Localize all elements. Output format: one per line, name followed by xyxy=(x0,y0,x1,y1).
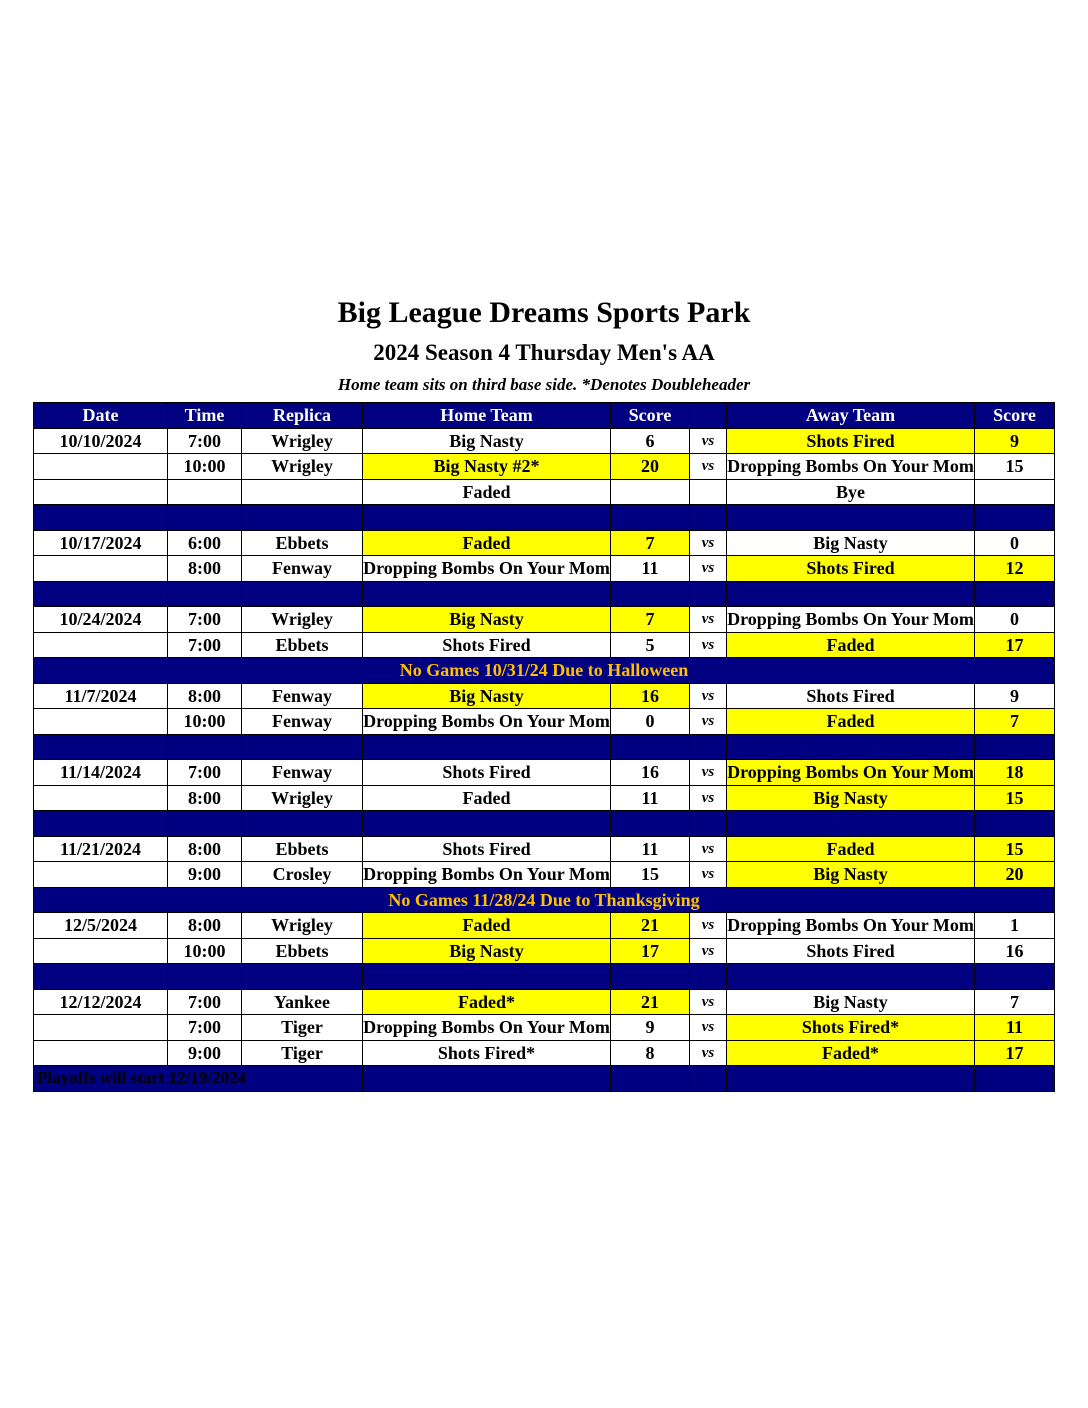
separator-cell xyxy=(242,505,363,531)
away-team-cell: Shots Fired xyxy=(727,938,975,964)
separator-cell xyxy=(611,581,690,607)
no-games-note: No Games 11/28/24 Due to Thanksgiving xyxy=(34,887,1055,913)
home-team-cell: Big Nasty #2* xyxy=(363,454,611,480)
replica-cell: Wrigley xyxy=(242,785,363,811)
vs-cell: vs xyxy=(690,556,727,582)
separator-cell xyxy=(34,505,168,531)
separator-cell xyxy=(690,1066,727,1092)
game-row xyxy=(34,785,1055,811)
home-team-cell: Big Nasty xyxy=(363,938,611,964)
game-row xyxy=(34,913,1055,939)
home-team-cell: Dropping Bombs On Your Mom xyxy=(363,709,611,735)
page-subtitle: 2024 Season 4 Thursday Men's AA xyxy=(373,340,715,365)
away-team-cell: Dropping Bombs On Your Mom xyxy=(727,607,975,633)
home-team-cell: Dropping Bombs On Your Mom xyxy=(363,556,611,582)
away-score-cell: 0 xyxy=(975,530,1055,556)
vs-cell: vs xyxy=(690,989,727,1015)
time-cell: 7:00 xyxy=(168,989,242,1015)
away-team-cell: Big Nasty xyxy=(727,530,975,556)
vs-cell: vs xyxy=(690,607,727,633)
time-cell: 10:00 xyxy=(168,709,242,735)
game-row xyxy=(34,1015,1055,1041)
replica-cell xyxy=(242,479,363,505)
separator-cell xyxy=(727,581,975,607)
replica-cell: Wrigley xyxy=(242,428,363,454)
time-cell: 10:00 xyxy=(168,938,242,964)
away-score-cell: 17 xyxy=(975,1040,1055,1066)
separator-cell xyxy=(727,505,975,531)
replica-cell: Wrigley xyxy=(242,607,363,633)
home-score-cell: 20 xyxy=(611,454,690,480)
date-cell: 10/10/2024 xyxy=(34,428,168,454)
game-row xyxy=(34,938,1055,964)
date-cell xyxy=(34,785,168,811)
header-row xyxy=(34,403,1055,429)
separator-cell xyxy=(611,1066,690,1092)
away-score-cell: 18 xyxy=(975,760,1055,786)
away-score-cell: 16 xyxy=(975,938,1055,964)
replica-cell: Ebbets xyxy=(242,632,363,658)
vs-cell: vs xyxy=(690,1040,727,1066)
header-note: Home team sits on third base side. *Denotes Doubleheader xyxy=(337,375,751,394)
separator-cell xyxy=(168,811,242,837)
col-header-time: Time xyxy=(168,403,242,429)
separator-cell xyxy=(727,964,975,990)
game-row xyxy=(34,709,1055,735)
game-row xyxy=(34,862,1055,888)
date-cell xyxy=(34,1015,168,1041)
page-title: Big League Dreams Sports Park xyxy=(337,296,751,329)
home-score-cell: 11 xyxy=(611,836,690,862)
separator-cell xyxy=(975,505,1055,531)
away-team-cell: Dropping Bombs On Your Mom xyxy=(727,913,975,939)
home-score-cell xyxy=(611,479,690,505)
away-team-cell: Shots Fired* xyxy=(727,1015,975,1041)
away-team-cell: Dropping Bombs On Your Mom xyxy=(727,454,975,480)
away-score-cell: 7 xyxy=(975,989,1055,1015)
separator-cell xyxy=(363,734,611,760)
separator-cell xyxy=(363,581,611,607)
replica-cell: Ebbets xyxy=(242,836,363,862)
vs-cell: vs xyxy=(690,530,727,556)
vs-cell: vs xyxy=(690,862,727,888)
home-team-cell: Faded xyxy=(363,479,611,505)
home-team-cell: Big Nasty xyxy=(363,683,611,709)
home-score-cell: 11 xyxy=(611,556,690,582)
separator-row xyxy=(34,964,1055,990)
home-score-cell: 7 xyxy=(611,530,690,556)
home-score-cell: 0 xyxy=(611,709,690,735)
away-score-cell: 17 xyxy=(975,632,1055,658)
separator-row xyxy=(34,505,1055,531)
away-score-cell: 12 xyxy=(975,556,1055,582)
col-header-away-score: Score xyxy=(975,403,1055,429)
home-score-cell: 21 xyxy=(611,989,690,1015)
time-cell: 10:00 xyxy=(168,454,242,480)
vs-cell: vs xyxy=(690,913,727,939)
home-team-cell: Shots Fired xyxy=(363,836,611,862)
col-header-home-score: Score xyxy=(611,403,690,429)
away-team-cell: Dropping Bombs On Your Mom xyxy=(727,760,975,786)
date-cell: 12/12/2024 xyxy=(34,989,168,1015)
game-row xyxy=(34,683,1055,709)
game-row xyxy=(34,479,1055,505)
home-score-cell: 7 xyxy=(611,607,690,633)
col-header-home-team: Home Team xyxy=(363,403,611,429)
away-team-cell: Faded xyxy=(727,836,975,862)
separator-cell xyxy=(727,811,975,837)
vs-cell: vs xyxy=(690,709,727,735)
away-score-cell: 9 xyxy=(975,428,1055,454)
replica-cell: Crosley xyxy=(242,862,363,888)
game-row xyxy=(34,1040,1055,1066)
time-cell: 7:00 xyxy=(168,632,242,658)
separator-cell xyxy=(168,581,242,607)
away-score-cell: 9 xyxy=(975,683,1055,709)
separator-cell xyxy=(242,964,363,990)
separator-row xyxy=(34,734,1055,760)
game-row xyxy=(34,836,1055,862)
vs-cell: vs xyxy=(690,760,727,786)
date-cell: 11/7/2024 xyxy=(34,683,168,709)
replica-cell: Yankee xyxy=(242,989,363,1015)
date-cell xyxy=(34,938,168,964)
replica-cell: Fenway xyxy=(242,556,363,582)
date-cell: 10/17/2024 xyxy=(34,530,168,556)
home-score-cell: 5 xyxy=(611,632,690,658)
away-score-cell: 15 xyxy=(975,785,1055,811)
away-team-cell: Faded* xyxy=(727,1040,975,1066)
time-cell: 8:00 xyxy=(168,785,242,811)
game-row xyxy=(34,428,1055,454)
separator-cell xyxy=(727,1066,975,1092)
vs-cell: vs xyxy=(690,632,727,658)
separator-cell xyxy=(690,581,727,607)
away-team-cell: Big Nasty xyxy=(727,989,975,1015)
schedule-table xyxy=(33,402,1055,1092)
date-cell: 10/24/2024 xyxy=(34,607,168,633)
separator-cell xyxy=(975,811,1055,837)
date-cell xyxy=(34,556,168,582)
vs-cell: vs xyxy=(690,454,727,480)
replica-cell: Fenway xyxy=(242,683,363,709)
away-team-cell: Big Nasty xyxy=(727,785,975,811)
no-games-note: No Games 10/31/24 Due to Halloween xyxy=(34,658,1055,684)
away-team-cell: Faded xyxy=(727,709,975,735)
separator-cell xyxy=(690,811,727,837)
time-cell: 7:00 xyxy=(168,428,242,454)
separator-cell xyxy=(34,581,168,607)
home-team-cell: Shots Fired xyxy=(363,632,611,658)
separator-cell xyxy=(690,964,727,990)
away-team-cell: Faded xyxy=(727,632,975,658)
home-team-cell: Big Nasty xyxy=(363,428,611,454)
separator-cell xyxy=(975,1066,1055,1092)
replica-cell: Fenway xyxy=(242,760,363,786)
replica-cell: Fenway xyxy=(242,709,363,735)
separator-cell xyxy=(363,964,611,990)
away-team-cell: Shots Fired xyxy=(727,428,975,454)
vs-cell: vs xyxy=(690,1015,727,1041)
replica-cell: Tiger xyxy=(242,1015,363,1041)
separator-cell xyxy=(363,811,611,837)
time-cell: 8:00 xyxy=(168,913,242,939)
separator-cell xyxy=(611,734,690,760)
date-cell xyxy=(34,479,168,505)
away-score-cell: 20 xyxy=(975,862,1055,888)
time-cell: 9:00 xyxy=(168,862,242,888)
vs-cell: vs xyxy=(690,428,727,454)
separator-cell xyxy=(34,811,168,837)
time-cell: 7:00 xyxy=(168,1015,242,1041)
time-cell: 7:00 xyxy=(168,607,242,633)
away-team-cell: Shots Fired xyxy=(727,683,975,709)
col-header-vs xyxy=(690,403,727,429)
home-score-cell: 8 xyxy=(611,1040,690,1066)
separator-cell xyxy=(975,581,1055,607)
away-score-cell: 15 xyxy=(975,454,1055,480)
separator-cell xyxy=(242,1066,363,1092)
away-team-cell: Shots Fired xyxy=(727,556,975,582)
replica-cell: Wrigley xyxy=(242,454,363,480)
date-cell xyxy=(34,709,168,735)
replica-cell: Ebbets xyxy=(242,938,363,964)
date-cell xyxy=(34,862,168,888)
home-score-cell: 16 xyxy=(611,683,690,709)
vs-cell: vs xyxy=(690,785,727,811)
time-cell: 8:00 xyxy=(168,683,242,709)
replica-cell: Wrigley xyxy=(242,913,363,939)
date-cell xyxy=(34,632,168,658)
home-team-cell: Big Nasty xyxy=(363,607,611,633)
replica-cell: Ebbets xyxy=(242,530,363,556)
away-score-cell: 0 xyxy=(975,607,1055,633)
game-row xyxy=(34,760,1055,786)
separator-cell xyxy=(611,811,690,837)
separator-cell xyxy=(168,505,242,531)
separator-cell xyxy=(975,964,1055,990)
home-team-cell: Faded* xyxy=(363,989,611,1015)
away-team-cell: Big Nasty xyxy=(727,862,975,888)
separator-cell xyxy=(34,964,168,990)
separator-cell xyxy=(34,734,168,760)
no-games-row xyxy=(34,887,1055,913)
away-score-cell: 11 xyxy=(975,1015,1055,1041)
home-team-cell: Dropping Bombs On Your Mom xyxy=(363,862,611,888)
vs-cell xyxy=(690,479,727,505)
home-score-cell: 17 xyxy=(611,938,690,964)
separator-cell xyxy=(690,505,727,531)
separator-row xyxy=(34,811,1055,837)
col-header-replica: Replica xyxy=(242,403,363,429)
col-header-date: Date xyxy=(34,403,168,429)
home-team-cell: Dropping Bombs On Your Mom xyxy=(363,1015,611,1041)
vs-cell: vs xyxy=(690,938,727,964)
date-cell xyxy=(34,1040,168,1066)
replica-cell: Tiger xyxy=(242,1040,363,1066)
time-cell: 8:00 xyxy=(168,556,242,582)
separator-cell xyxy=(168,734,242,760)
separator-cell xyxy=(242,581,363,607)
separator-cell xyxy=(242,811,363,837)
home-score-cell: 15 xyxy=(611,862,690,888)
game-row xyxy=(34,530,1055,556)
separator-cell xyxy=(242,734,363,760)
time-cell: 9:00 xyxy=(168,1040,242,1066)
game-row xyxy=(34,989,1055,1015)
game-row xyxy=(34,607,1055,633)
game-row xyxy=(34,454,1055,480)
separator-cell xyxy=(611,505,690,531)
home-team-cell: Shots Fired* xyxy=(363,1040,611,1066)
no-games-row xyxy=(34,658,1055,684)
separator-cell xyxy=(975,734,1055,760)
time-cell: 7:00 xyxy=(168,760,242,786)
home-score-cell: 16 xyxy=(611,760,690,786)
separator-row xyxy=(34,581,1055,607)
away-score-cell: 1 xyxy=(975,913,1055,939)
away-score-cell: 15 xyxy=(975,836,1055,862)
separator-cell xyxy=(727,734,975,760)
separator-cell xyxy=(168,964,242,990)
home-team-cell: Faded xyxy=(363,530,611,556)
date-cell xyxy=(34,454,168,480)
home-team-cell: Faded xyxy=(363,913,611,939)
separator-cell xyxy=(690,734,727,760)
vs-cell: vs xyxy=(690,683,727,709)
time-cell: 8:00 xyxy=(168,836,242,862)
separator-cell xyxy=(363,1066,611,1092)
home-score-cell: 9 xyxy=(611,1015,690,1041)
date-cell: 11/21/2024 xyxy=(34,836,168,862)
home-team-cell: Shots Fired xyxy=(363,760,611,786)
home-score-cell: 6 xyxy=(611,428,690,454)
home-team-cell: Faded xyxy=(363,785,611,811)
date-cell: 12/5/2024 xyxy=(34,913,168,939)
separator-cell xyxy=(611,964,690,990)
game-row xyxy=(34,632,1055,658)
away-team-cell: Bye xyxy=(727,479,975,505)
vs-cell: vs xyxy=(690,836,727,862)
game-row xyxy=(34,556,1055,582)
col-header-away-team: Away Team xyxy=(727,403,975,429)
home-score-cell: 11 xyxy=(611,785,690,811)
time-cell xyxy=(168,479,242,505)
separator-cell xyxy=(363,505,611,531)
time-cell: 6:00 xyxy=(168,530,242,556)
home-score-cell: 21 xyxy=(611,913,690,939)
away-score-cell: 7 xyxy=(975,709,1055,735)
away-score-cell xyxy=(975,479,1055,505)
date-cell: 11/14/2024 xyxy=(34,760,168,786)
playoffs-note: Playoffs will start 12/19/2024 xyxy=(37,1068,247,1087)
